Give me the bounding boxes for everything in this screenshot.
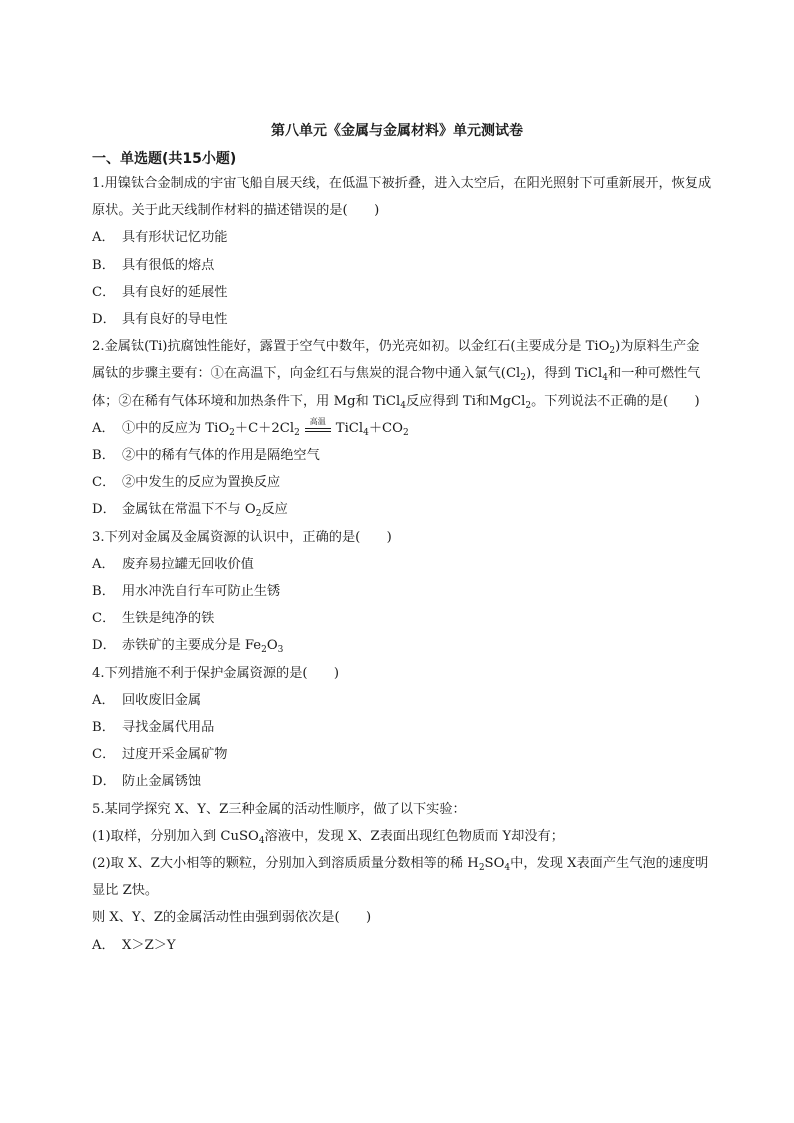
subscript: 2 <box>261 645 267 656</box>
question-2-option-c <box>92 469 712 496</box>
reaction-condition-sign <box>303 416 333 434</box>
option-label: D． <box>92 638 116 654</box>
option-text: 反应 <box>261 502 288 518</box>
question-1-option-c <box>92 279 712 306</box>
option-text: 具有很低的熔点 <box>122 257 215 273</box>
subscript: 2 <box>402 427 409 438</box>
option-label: C． <box>92 475 116 491</box>
option-label: C． <box>92 747 116 763</box>
stem-text: 2.金属钛(Ti)抗腐蚀性能好，露置于空气中数年，仍光亮如初。以金红石(主要成分是 TiO <box>92 339 610 355</box>
question-3-option-b <box>92 578 712 605</box>
page-title: 第八单元《金属与金属材料》单元测试卷 <box>271 123 523 139</box>
subscript: 4 <box>504 863 511 874</box>
stem-text: )，得到 TiCl <box>526 366 603 382</box>
question-4-option-a <box>92 687 712 714</box>
option-text: 回收废旧金属 <box>122 692 202 708</box>
condition-label: 高温 <box>309 416 326 426</box>
question-4-option-d <box>92 768 712 795</box>
option-label: A． <box>92 420 115 436</box>
option-label: D． <box>92 312 116 328</box>
option-text: 防止金属锈蚀 <box>122 774 202 790</box>
step-text: 中，发现 X表面产生气泡的速度明显比 Z快。 <box>92 856 709 899</box>
step-text: (2)取 X、Z大小相等的颗粒，分别加入到溶质质量分数相等的稀 H <box>92 856 479 872</box>
subscript: 4 <box>400 400 406 411</box>
option-text: 废弃易拉罐无回收价值 <box>122 556 254 572</box>
option-label: C． <box>92 611 116 627</box>
option-text: 具有良好的导电性 <box>122 312 228 328</box>
option-label: D． <box>92 502 116 518</box>
section-heading: 一、单选题(共15小题) <box>92 151 237 167</box>
step-text: (1)取样，分别加入到 CuSO <box>92 828 259 844</box>
option-label: B． <box>92 584 115 600</box>
question-1-option-a <box>92 224 712 251</box>
option-text: 寻找金属代用品 <box>122 720 215 736</box>
option-text: 金属钛在常温下不与 O <box>122 502 256 518</box>
option-text: X＞Z＞Y <box>122 937 176 953</box>
option-label: A． <box>92 937 115 953</box>
option-label: A． <box>92 230 115 246</box>
question-list <box>92 170 712 959</box>
question-1-stem: 1.用镍钛合金制成的宇宙飞船自展天线，在低温下被折叠，进入太空后，在阳光照射下可重新展开，恢复成原状。关于此天线制作材料的描述错误的是( ) <box>92 176 712 219</box>
question-3-stem: 3.下列对金属及金属资源的认识中，正确的是( ) <box>92 529 392 545</box>
subscript: 2 <box>229 427 235 438</box>
step-text: 溶液中，发现 X、Z表面出现红色物质而 Y却没有； <box>264 828 564 844</box>
option-label: A． <box>92 692 115 708</box>
option-label: B． <box>92 720 115 736</box>
option-label: D． <box>92 774 116 790</box>
subscript: 2 <box>478 863 485 874</box>
question-5-step-1 <box>92 823 712 850</box>
question-2-option-b <box>92 442 712 469</box>
question-3-option-d <box>92 632 712 659</box>
option-label: C． <box>92 284 116 300</box>
option-text: 具有良好的延展性 <box>122 284 228 300</box>
option-text: ＋C＋2Cl <box>234 420 295 436</box>
subscript: 4 <box>363 427 369 438</box>
stem-text: 。下列说法不正确的是( ) <box>531 393 700 409</box>
step-text: SO <box>484 856 505 872</box>
option-label: A． <box>92 556 115 572</box>
stem-text: )为原料生产金属钛的步骤主要有：①在高温下，向金红石与焦炭的混合物中通入氯气(Cl <box>92 339 700 382</box>
question-2-option-a <box>92 415 712 442</box>
option-text: ①中的反应为 TiO <box>122 420 230 436</box>
question-5-prompt: 则 X、Y、Z的金属活动性由强到弱依次是( ) <box>92 910 372 926</box>
question-3-option-c <box>92 605 712 632</box>
option-label: B． <box>92 448 115 464</box>
stem-text: 和一种可燃性气体；②在稀有气体环境和加热条件下，用 Mg和 TiCl <box>92 366 701 409</box>
subscript: 2 <box>255 509 262 520</box>
equals-sign <box>305 428 331 432</box>
option-text: 过度开采金属矿物 <box>122 747 228 763</box>
question-2-stem <box>92 333 712 415</box>
option-text: ②中的稀有气体的作用是隔绝空气 <box>122 448 320 464</box>
option-text: 具有形状记忆功能 <box>122 230 228 246</box>
subscript: 2 <box>525 400 532 411</box>
stem-text: 反应得到 Ti和MgCl <box>405 393 526 409</box>
question-4-option-c <box>92 741 712 768</box>
question-5-step-2 <box>92 850 712 904</box>
question-4-option-b <box>92 714 712 741</box>
question-3-option-a <box>92 551 712 578</box>
question-4-stem: 4.下列措施不利于保护金属资源的是( ) <box>92 665 340 681</box>
option-text: 生铁是纯净的铁 <box>122 611 215 627</box>
subscript: 2 <box>520 373 526 384</box>
option-text: ②中发生的反应为置换反应 <box>122 475 281 491</box>
subscript: 2 <box>294 427 300 438</box>
subscript: 3 <box>277 645 284 656</box>
question-5-stem: 5.某同学探究 X、Y、Z三种金属的活动性顺序，做了以下实验： <box>92 801 466 817</box>
option-text: O <box>266 638 278 654</box>
subscript: 4 <box>602 373 608 384</box>
option-label: B． <box>92 257 115 273</box>
question-2-option-d <box>92 496 712 523</box>
question-1-option-b <box>92 252 712 279</box>
question-1-option-d <box>92 306 712 333</box>
option-text: 赤铁矿的主要成分是 Fe <box>122 638 262 654</box>
option-text: 用水冲洗自行车可防止生锈 <box>122 584 281 600</box>
option-text: TiCl <box>335 420 364 436</box>
option-text: ＋CO <box>368 420 403 436</box>
question-5-option-a <box>92 932 712 959</box>
subscript: 4 <box>258 835 265 846</box>
subscript: 2 <box>609 346 616 357</box>
